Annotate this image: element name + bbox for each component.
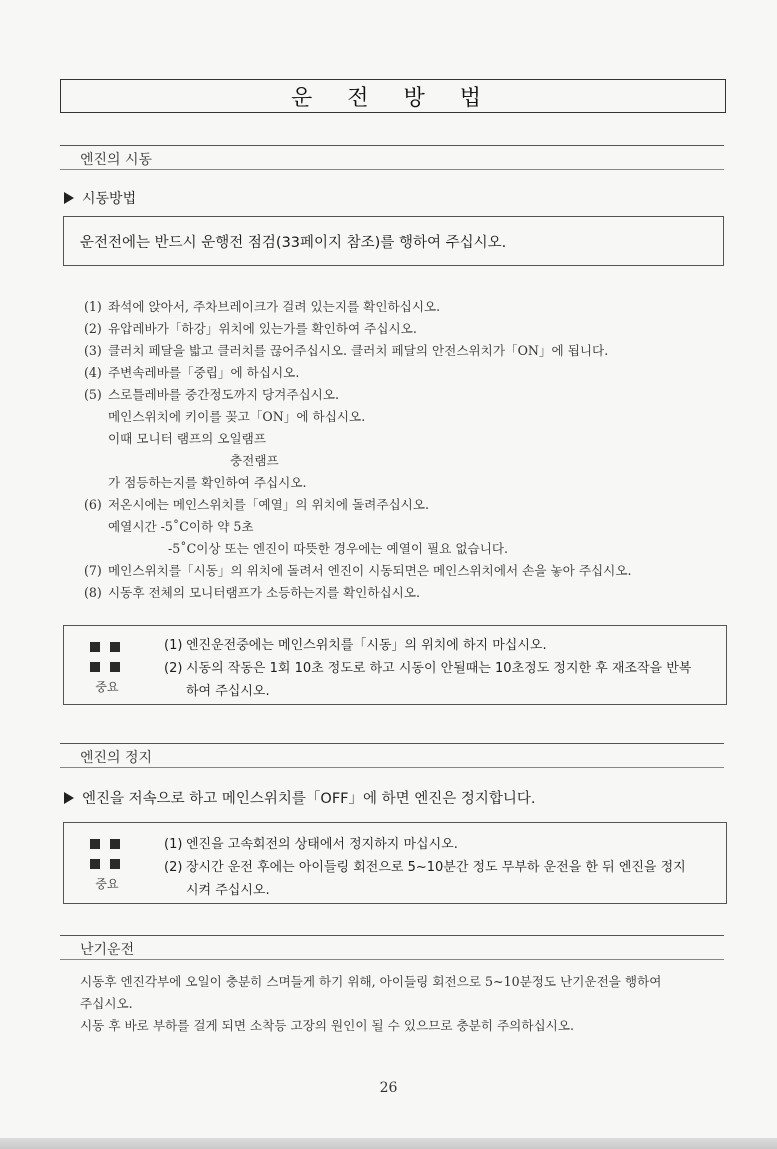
item-text: 장시간 운전 후에는 아이들링 회전으로 5~10분간 정도 무부하 운전을 한 뒤 엔진을 정지 <box>186 860 686 875</box>
paragraph-line: 주십시오. <box>80 996 133 1011</box>
item-text: 시동의 작동은 1회 10초 정도로 하고 시동이 안될때는 10초정도 정지한 후 재조작을 반복 <box>186 661 692 676</box>
item-number: (2) <box>164 860 183 875</box>
important-icon <box>90 839 124 892</box>
list-item <box>84 472 632 494</box>
step-text: 스로틀레바를 중간정도까지 당겨주십시오. <box>108 387 339 402</box>
step-number: (6) <box>84 497 102 512</box>
page-number: 26 <box>379 1080 398 1096</box>
method-label: 시동방법 <box>82 191 137 207</box>
important-box-stop <box>63 822 727 904</box>
step-text: 이때 모니터 램프의 오일램프 <box>108 431 266 446</box>
list-item <box>164 634 691 657</box>
list-item <box>84 384 632 406</box>
step-text: 충전램프 <box>230 453 279 468</box>
step-text: 시동후 전체의 모니터램프가 소등하는지를 확인하십시오. <box>108 585 420 600</box>
item-number: (1) <box>164 638 183 653</box>
list-item <box>84 450 632 472</box>
important-label: 중요 <box>95 680 119 694</box>
list-item <box>84 538 632 560</box>
list-item <box>164 833 686 856</box>
step-text: -5˚C이상 또는 엔진이 따뜻한 경우에는 예열이 필요 없습니다. <box>168 541 509 556</box>
list-item <box>84 362 632 384</box>
step-text: 유압레바가「하강」위치에 있는가를 확인하여 주십시오. <box>108 321 417 336</box>
section-heading-stop <box>60 743 724 769</box>
important-symbol-icon <box>90 642 120 672</box>
stop-instruction-text: 엔진을 저속으로 하고 메인스위치를「OFF」에 하면 엔진은 정지합니다. <box>82 791 536 807</box>
divider <box>60 169 724 170</box>
list-item <box>84 560 632 582</box>
item-text: 엔진을 고속회전의 상태에서 정지하지 마십시오. <box>186 837 458 852</box>
item-text: 하여 주십시오. <box>186 684 270 699</box>
start-steps-list <box>84 296 632 604</box>
important-text <box>164 833 686 902</box>
triangle-bullet-icon <box>64 792 74 804</box>
step-text: 좌석에 앉아서, 주차브레이크가 걸려 있는지를 확인하십시오. <box>108 299 441 314</box>
paragraph-line: 시동후 엔진각부에 오일이 충분히 스며들게 하기 위해, 아이들링 회전으로 5~10분정도 난기운전을 행하여 <box>80 974 662 989</box>
step-number: (2) <box>84 321 102 336</box>
important-symbol-icon <box>90 839 120 869</box>
step-text: 가 점등하는지를 확인하여 주십시오. <box>108 475 307 490</box>
step-number: (7) <box>84 563 102 578</box>
precheck-text: 운전전에는 반드시 운행전 점검(33페이지 참조)를 행하여 주십시오. <box>80 234 507 251</box>
list-item <box>164 657 691 680</box>
item-text: 엔진운전중에는 메인스위치를「시동」의 위치에 하지 마십시오. <box>186 638 547 653</box>
list-item <box>84 340 632 362</box>
important-text <box>164 634 691 703</box>
important-box-start <box>63 625 727 705</box>
section-heading-label: 엔진의 시동 <box>80 152 153 168</box>
list-item <box>84 406 632 428</box>
list-item <box>84 428 632 450</box>
list-item <box>84 516 632 538</box>
list-item <box>84 318 632 340</box>
step-text: 저온시에는 메인스위치를「예열」의 위치에 돌려주십시오. <box>108 497 430 512</box>
section-heading-start <box>60 145 724 171</box>
divider <box>60 743 724 744</box>
page-title <box>60 79 726 113</box>
divider <box>60 959 724 960</box>
divider <box>60 145 724 146</box>
paragraph-line: 시동 후 바로 부하를 걸게 되면 소착등 고장의 원인이 될 수 있으므로 충분히 주의하십시오. <box>80 1018 575 1033</box>
precheck-note <box>63 216 724 266</box>
list-item <box>164 680 691 703</box>
page-title-text: 운 전 방 법 <box>291 85 495 111</box>
item-text: 시켜 주십시오. <box>186 883 270 898</box>
important-icon <box>90 642 124 695</box>
important-label: 중요 <box>95 877 119 891</box>
stop-instruction <box>64 787 536 808</box>
item-number <box>164 680 186 703</box>
step-text: 주변속레바를「중립」에 하십시오. <box>108 365 300 380</box>
step-text: 클러치 페달을 밟고 클러치를 끊어주십시오. 클러치 페달의 안전스위치가「ON」에 됩니다. <box>108 343 609 358</box>
step-number: (4) <box>84 365 102 380</box>
method-heading <box>64 188 136 208</box>
step-text: 메인스위치에 키이를 꽂고「ON」에 하십시오. <box>108 409 366 424</box>
scan-edge <box>0 1138 777 1149</box>
list-item <box>164 856 686 879</box>
list-item <box>84 582 632 604</box>
step-number: (5) <box>84 387 102 402</box>
list-item <box>84 494 632 516</box>
section-heading-label: 엔진의 정지 <box>80 750 153 766</box>
item-number <box>164 879 186 902</box>
item-number: (2) <box>164 661 183 676</box>
step-number: (1) <box>84 299 102 314</box>
warmup-paragraph <box>80 971 661 1037</box>
divider <box>60 767 724 768</box>
section-heading-warmup <box>60 935 724 961</box>
divider <box>60 935 724 936</box>
step-number: (3) <box>84 343 102 358</box>
item-number: (1) <box>164 837 183 852</box>
step-text: 메인스위치를「시동」의 위치에 돌려서 엔진이 시동되면은 메인스위치에서 손을 놓아 주십시오. <box>108 563 632 578</box>
triangle-bullet-icon <box>64 192 74 204</box>
list-item <box>84 296 632 318</box>
step-number: (8) <box>84 585 102 600</box>
list-item <box>164 879 686 902</box>
section-heading-label: 난기운전 <box>80 942 135 958</box>
step-text: 예열시간 -5˚C이하 약 5초 <box>108 519 254 534</box>
